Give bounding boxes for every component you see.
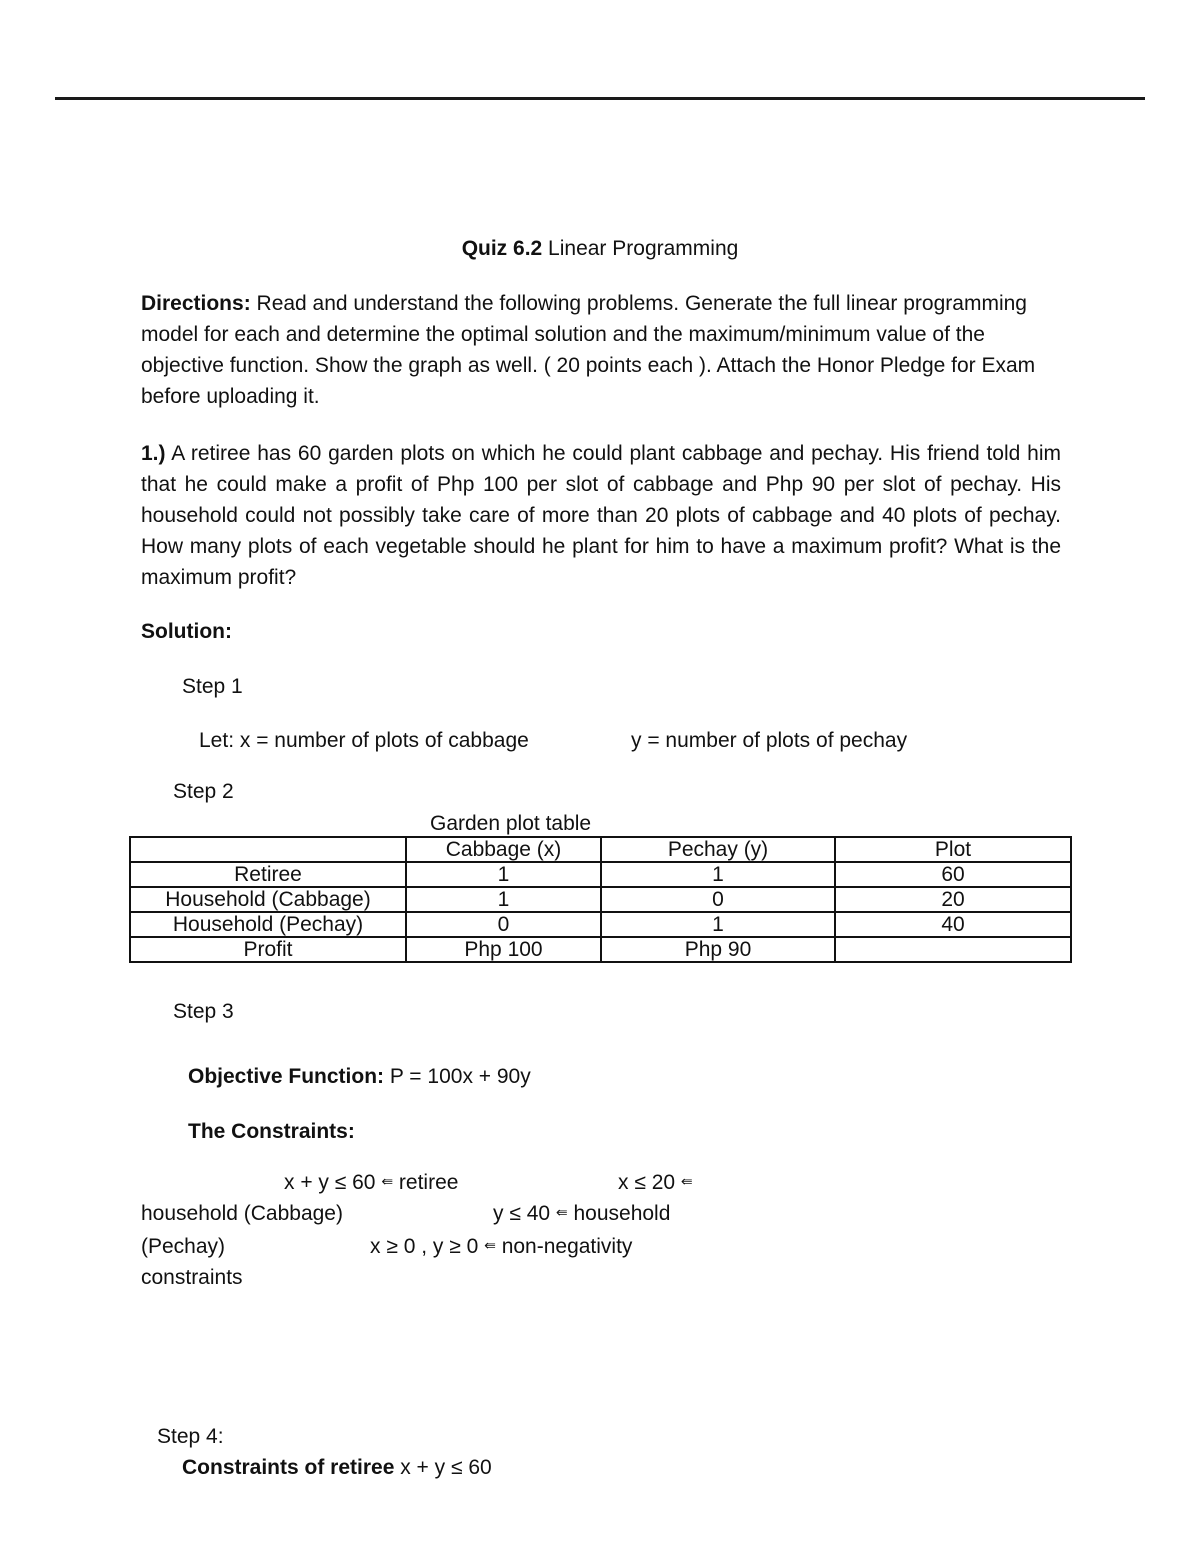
table-header-cell: Pechay (y) <box>601 837 835 862</box>
table-row <box>130 887 1071 912</box>
constraints-label: The Constraints: <box>188 1120 355 1143</box>
table-cell: 20 <box>835 887 1071 912</box>
let-x-definition: Let: x = number of plots of cabbage <box>199 729 529 752</box>
step-2-label: Step 2 <box>173 780 234 803</box>
directions-paragraph: Directions: Read and understand the following problems. Generate the full linear programming model for each and determine the optimal solution and the maximum/minimum value of the objective function. Show the graph as well. ( 20 points each ). Attach the Honor Pledge for Exam before uploading it. <box>141 292 1036 408</box>
objective-function: Objective Function: P = 100x + 90y <box>188 1065 531 1088</box>
table-header-cell <box>130 837 406 862</box>
table-header-cell: Plot <box>835 837 1071 862</box>
left-arrow-icon: ⇚ <box>381 1173 394 1189</box>
table-cell <box>835 937 1071 962</box>
table-cell: Php 90 <box>601 937 835 962</box>
constraint-nonnegativity-desc: constraints <box>141 1266 243 1289</box>
solution-label: Solution: <box>141 620 232 643</box>
step-1-label: Step 1 <box>182 675 243 698</box>
page-title: Quiz 6.2 Linear Programming <box>461 237 739 260</box>
constraint-pechay: y ≤ 40 ⇚ household <box>493 1202 671 1225</box>
step-3-label: Step 3 <box>173 1000 234 1023</box>
constraint-nonnegativity: x ≥ 0 , y ≥ 0 ⇚ non-negativity <box>370 1235 633 1258</box>
step-4-label: Step 4: <box>157 1425 224 1448</box>
table-cell: 1 <box>406 862 601 887</box>
table-cell: Php 100 <box>406 937 601 962</box>
table-cell: 40 <box>835 912 1071 937</box>
constraint-cabbage-desc: household (Cabbage) <box>141 1202 343 1225</box>
garden-plot-table <box>129 836 1072 963</box>
let-y-definition: y = number of plots of pechay <box>631 729 908 752</box>
table-header-row <box>130 837 1071 862</box>
table-cell: 60 <box>835 862 1071 887</box>
retiree-constraint-step4: Constraints of retiree x + y ≤ 60 <box>182 1456 492 1479</box>
table-row <box>130 862 1071 887</box>
left-arrow-icon: ⇚ <box>555 1204 568 1220</box>
table-title: Garden plot table <box>430 812 592 835</box>
table-cell: Retiree <box>130 862 406 887</box>
constraint-pechay-desc: (Pechay) <box>141 1235 226 1258</box>
table-cell: 0 <box>601 887 835 912</box>
table-cell: Household (Cabbage) <box>130 887 406 912</box>
constraint-retiree: x + y ≤ 60 ⇚ retiree <box>284 1171 459 1194</box>
table-cell: Household (Pechay) <box>130 912 406 937</box>
problem-1-paragraph: 1.) A retiree has 60 garden plots on which he could plant cabbage and pechay. His friend told him that he could make a profit of Php 100 per slot of cabbage and Php 90 per slot of pechay. His household could not possibly take care of more than 20 plots of cabbage and 40 plots of pechay. How many plots of each vegetable should he plant for him to have a maximum profit? What is the maximum profit? <box>141 442 1061 589</box>
table-cell: Profit <box>130 937 406 962</box>
table-cell: 1 <box>601 912 835 937</box>
table-cell: 1 <box>406 887 601 912</box>
table-cell: 0 <box>406 912 601 937</box>
table-header-cell: Cabbage (x) <box>406 837 601 862</box>
top-horizontal-rule <box>55 97 1145 100</box>
table-cell: 1 <box>601 862 835 887</box>
left-arrow-icon: ⇚ <box>680 1173 693 1189</box>
left-arrow-icon: ⇚ <box>484 1237 496 1253</box>
constraint-cabbage: x ≤ 20 ⇚ <box>618 1171 693 1194</box>
table-row <box>130 937 1071 962</box>
table-row <box>130 912 1071 937</box>
